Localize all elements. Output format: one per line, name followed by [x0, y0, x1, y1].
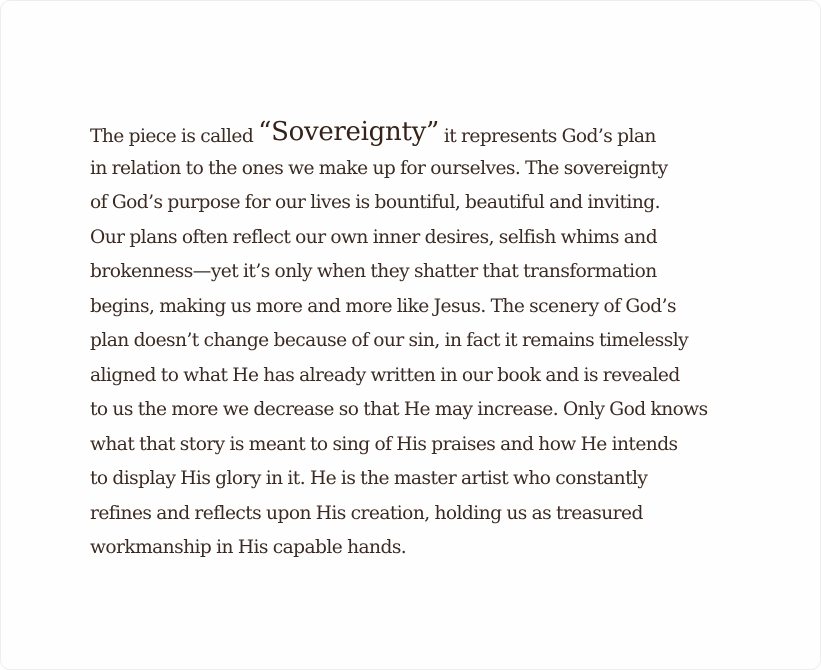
intro-text: The piece is called [90, 126, 259, 147]
artwork-title: “Sovereignty” [258, 117, 439, 147]
description-line: begins, making us more and more like Jesus. The scenery of God’s [90, 295, 677, 317]
description-line: to display His glory in it. He is the master artist who constantly [90, 468, 648, 489]
description-line: plan doesn’t change because of our sin, in fact it remains timelessly [90, 330, 689, 351]
description-line: in relation to the ones we make up for ourselves. The sovereignty [90, 157, 668, 179]
description-line: Our plans often reflect our own inner desires, selfish whims and [90, 226, 658, 248]
description-line-1 [90, 117, 790, 152]
intro-text-continued: it represents God’s plan [438, 126, 656, 147]
artwork-description [90, 117, 790, 566]
description-line: refines and reflects upon His creation, holding us as treasured [90, 502, 643, 524]
description-line: workmanship in His capable hands. [90, 537, 407, 558]
description-line: what that story is meant to sing of His praises and how He intends [90, 433, 678, 455]
description-line: of God’s purpose for our lives is bountiful, beautiful and inviting. [90, 192, 660, 213]
description-line: to us the more we decrease so that He may increase. Only God knows [90, 399, 708, 420]
description-line: brokenness—yet it’s only when they shatter that transformation [90, 261, 657, 282]
description-line: aligned to what He has already written in our book and is revealed [90, 364, 680, 386]
